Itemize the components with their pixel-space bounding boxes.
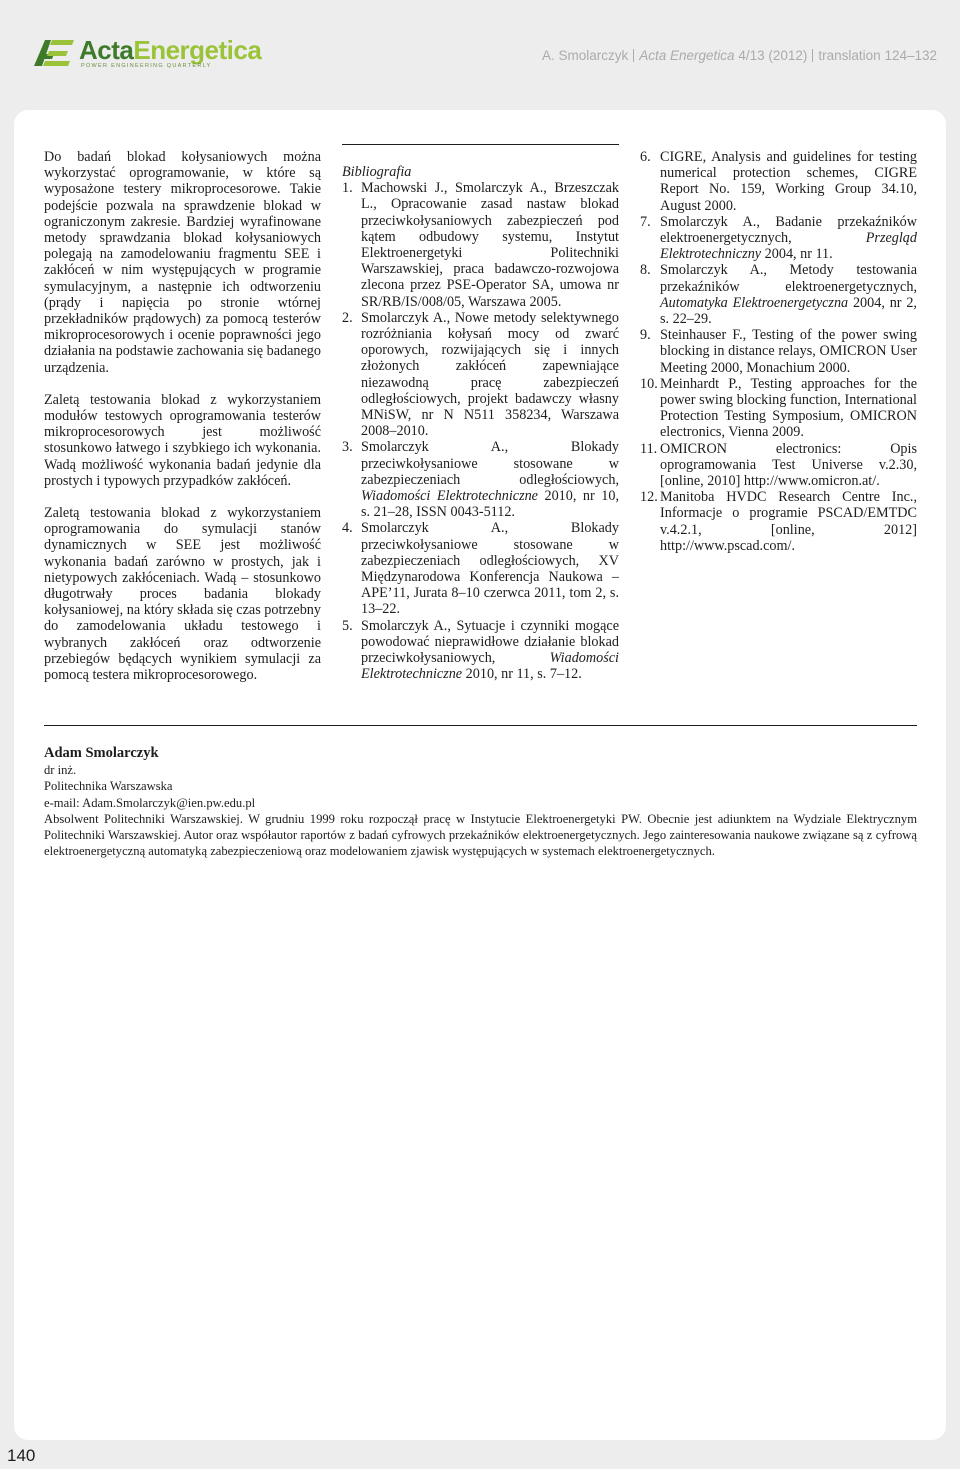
reference-item (640, 149, 917, 214)
reference-text: Smolarczyk A., Blokady przeciwkołysaniowe stosowane w zabezpieczeniach odległościowych, (361, 439, 619, 488)
reference-text: Smolarczyk A., Badanie przekaźników elektroenergetycznych, (660, 213, 917, 247)
reference-journal: Automatyka Elektroenergetyczna (660, 294, 849, 311)
body-paragraph: Zaletą testowania blokad z wykorzystaniem modułów testowych oprogramowania testerów mikroprocesorowych jest możliwość stosunkowo łatwego i szybkiego ich wykonania. Wadą możliwość wykonania badań jedynie dla prostych i typowych przypadków zakłóceń. (44, 391, 321, 489)
reference-number: 2. (342, 309, 353, 326)
reference-item (342, 310, 619, 440)
reference-number: 6. (640, 149, 651, 165)
reference-text: Meinhardt P., Testing approaches for the power swing blocking function, International Protection Testing Symposium, OMICRON electronics, Vienna 2009. (660, 375, 917, 441)
reference-text: Machowski J., Smolarczyk A., Brzeszczak L., Opracowanie zasad nastaw blokad przeciwkołysaniowych zabezpieczeń pod kątem odbudowy systemu, Instytut Elektroenergetyki Politechniki Warszawskiej, praca badawczo-rozwojowa zlecona przez PSE-Operator SA, umowa nr SR/RB/IS/008/05, Warszawa 2005. (361, 180, 619, 310)
page-header (0, 0, 960, 100)
reference-number: 1. (342, 180, 353, 197)
reference-text: Smolarczyk A., Sytuacje i czynniki mogące powodować nieprawidłowe działanie blokad przeciwkołysaniowych, (361, 617, 619, 667)
running-head-journal: Acta Energetica (639, 48, 735, 63)
body-column-1 (44, 149, 321, 699)
author-name: Adam Smolarczyk (44, 745, 159, 761)
logo-acta-text: Acta (79, 35, 134, 65)
reference-number: 11. (640, 440, 658, 457)
reference-number: 3. (342, 439, 353, 456)
reference-journal: Przegląd Elektrotechniczny (660, 230, 917, 263)
reference-number: 7. (640, 213, 651, 230)
reference-text-tail: 2004, nr 11. (761, 246, 833, 263)
journal-logo (32, 35, 262, 70)
author-bio: Absolwent Politechniki Warszawskiej. W grudniu 1999 roku rozpoczął pracę w Instytucie Elektroenergetyki PW. Obecnie jest adiunktem na Wydziale Elektrycznym Politechniki Warszawskiej. Autor oraz współautor raportów z badań cyfrowych przekaźników elektroenergetycznych. Jego zainteresowania naukowe związane są z cyfrową elektroenergetyczną automatyką zabezpieczeniową oraz modelowaniem zjawisk występujących w systemach elektroenergetycznych. (44, 811, 917, 859)
running-head-separator (633, 49, 634, 62)
reference-journal: Wiadomości Elektrotechniczne (361, 650, 619, 683)
reference-text: Smolarczyk A., Nowe metody selektywnego rozróżniania kołysań mocy od zwarć oporowych, rozwijających się i innych złożonych zakłóceń zapewniające niezawodną pracę zabezpieczeń odległościowych, projekt badawczy własny MNiSW, nr N N511 358234, Warszawa 2008–2010. (361, 309, 619, 440)
reference-item (640, 489, 917, 554)
author-note (44, 744, 917, 860)
reference-text: Manitoba HVDC Research Centre Inc., Informacje o programie PSCAD/EMTDC v.4.2.1, [online, 2012] http://www.pscad.com/. (660, 489, 917, 554)
reference-item (342, 618, 619, 683)
reference-number: 10. (640, 375, 658, 392)
reference-text: OMICRON electronics: Opis oprogramowania Test Universe v.2.30, [online, 2010] http://www.omicron.at/. (660, 440, 917, 490)
reference-number: 9. (640, 327, 651, 344)
running-head-separator (812, 49, 813, 62)
reference-item (640, 376, 917, 441)
reference-text: CIGRE, Analysis and guidelines for testing numerical protection schemes, CIGRE Report No. 159, Working Group 34.10, August 2000. (660, 149, 917, 214)
running-head-issue: 4/13 (2012) (738, 48, 808, 63)
reference-number: 12. (640, 489, 658, 506)
reference-item (640, 327, 917, 376)
logo-tagline: POWER ENGINEERING QUARTERLY (81, 63, 212, 69)
body-paragraph: Zaletą testowania blokad z wykorzystaniem oprogramowania do symulacji stanów dynamicznych w SEE jest możliwość wykonania badań zarówno w prostych, jak i nietypowych zakłóceniach. Wadą – stosunkowo długotrwały proces badania blokady kołysaniowej, na który składa się czas potrzebny do zamodelowania układu testowego i wybranych zakłóceń oraz odtworzenie przebiegów będących wynikiem symulacji za pomocą testera mikroprocesorowego. (44, 505, 321, 684)
reference-item (640, 262, 917, 327)
reference-item (342, 520, 619, 617)
running-head-pages: translation 124–132 (818, 48, 937, 63)
body-paragraph: Do badań blokad kołysaniowych można wykorzystać oprogramowanie, w które są wyposażone testery mikroprocesorowe. Takie podejście pozwala na sprawdzenie blokad w ograniczonym zakresie. Bardziej wyrafinowane metody sprawdzania blokad kołysaniowych polegają na zamodelowaniu fragmentu SEE i zakłóceń w nim występujących w programie symulacyjnym, a następnie ich odtworzeniu (prądy i napięcia po stronie wtórnej przekładników prądowych) za pomocą testerów mikroprocesorowych i ocenie poprawności jego działania na podstawie zachowania się badanego urządzenia. (44, 149, 321, 376)
bibliography-column-2 (640, 149, 917, 554)
reference-item (342, 180, 619, 310)
author-email: e-mail: Adam.Smolarczyk@ien.pw.edu.pl (44, 795, 256, 810)
reference-text-tail: 2010, nr 11, s. 7–12. (462, 666, 582, 683)
reference-number: 8. (640, 262, 651, 279)
author-degree: dr inż. (44, 763, 77, 777)
reference-text-tail: 2004, nr 2, s. 22–29. (660, 294, 917, 328)
reference-number: 5. (342, 617, 353, 634)
bibliography-title: Bibliografia (342, 164, 412, 180)
reference-item (640, 214, 917, 263)
reference-text: Smolarczyk A., Metody testowania przekaźników elektroenergetycznych, (660, 262, 917, 295)
logo-wordmark (79, 35, 261, 65)
logo-energetica-text: Energetica (133, 35, 262, 65)
reference-text: Smolarczyk A., Blokady przeciwkołysaniowe stosowane w zabezpieczeniach odległościowych, XV Międzynarodowa Konferencja Naukowa – APE’11, Jurata 8–10 czerwca 2011, tom 2, s. 13–22. (361, 520, 619, 618)
author-affiliation: Politechnika Warszawska (44, 779, 173, 794)
reference-number: 4. (342, 520, 353, 537)
reference-text: Steinhauser F., Testing of the power swing blocking in distance relays, OMICRON User Meeting 2000, Monachium 2000. (660, 327, 917, 376)
running-head-author: A. Smolarczyk (541, 48, 629, 63)
author-section-rule (44, 725, 917, 726)
reference-item (342, 439, 619, 520)
reference-text-tail: 2010, nr 10, s. 21–28, ISSN 0043-5112. (361, 488, 619, 521)
reference-journal: Wiadomości Elektrotechniczne (361, 488, 538, 505)
bibliography-column-1 (342, 144, 619, 683)
acta-energetica-logo-icon (32, 38, 76, 68)
running-head (542, 48, 937, 63)
page-number: 140 (7, 1446, 36, 1465)
reference-item (640, 441, 917, 490)
